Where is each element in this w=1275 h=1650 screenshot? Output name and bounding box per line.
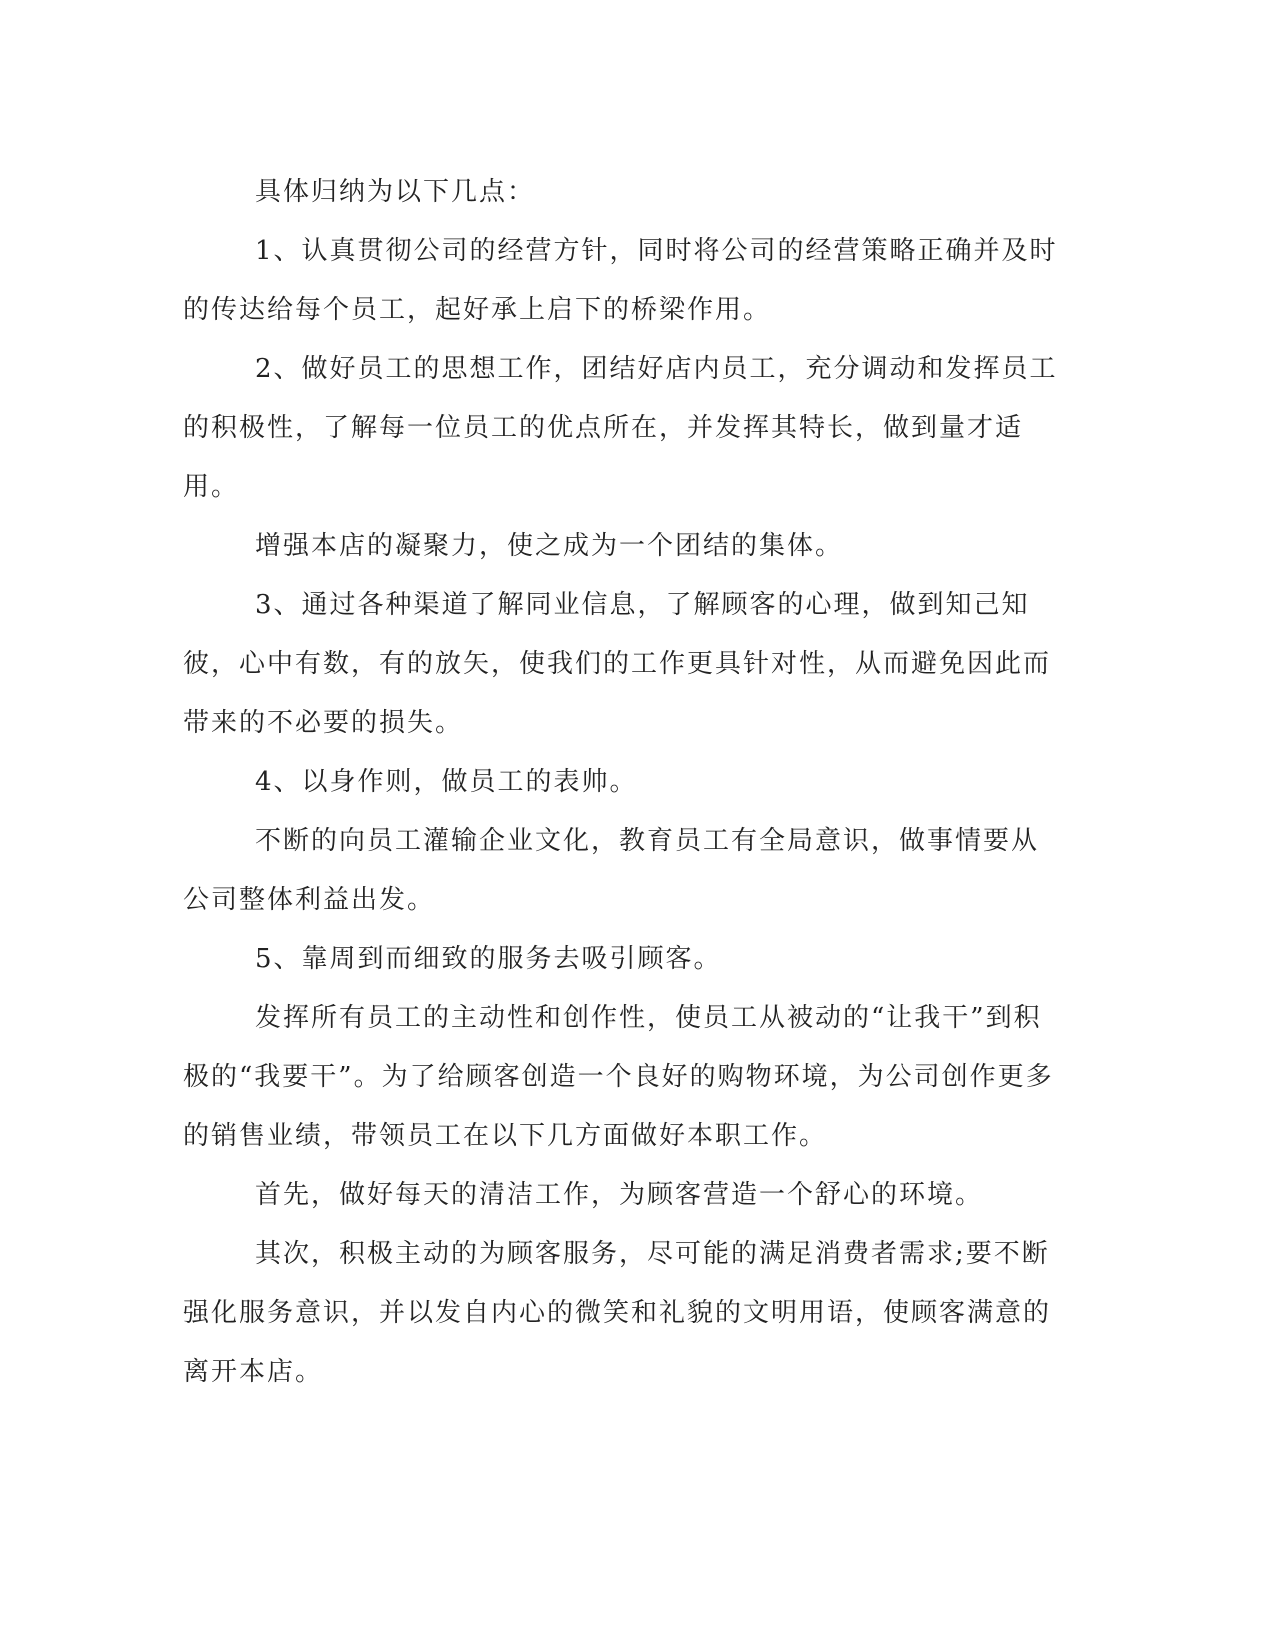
paragraph-initiative: 发挥所有员工的主动性和创作性，使员工从被动的“让我干”到积极的“我要干”。为了给顾客创造一个良好的购物环境，为公司创作更多的销售业绩，带领员工在以下几方面做好本职工作。 [183, 1003, 1054, 1151]
paragraph-point-2: 2、做好员工的思想工作，团结好店内员工，充分调动和发挥员工的积极性，了解每一位员工的优点所在，并发挥其特长，做到量才适用。 [183, 354, 1058, 502]
document-body [183, 163, 1063, 1402]
paragraph-point-5: 5、靠周到而细致的服务去吸引顾客。 [255, 944, 722, 974]
paragraph-culture: 不断的向员工灌输企业文化，教育员工有全局意识，做事情要从公司整体利益出发。 [183, 826, 1040, 915]
paragraph-point-3: 3、通过各种渠道了解同业信息，了解顾客的心理，做到知己知彼，心中有数，有的放矢，使我们的工作更具针对性，从而避免因此而带来的不必要的损失。 [183, 590, 1052, 738]
paragraph-point-4: 4、以身作则，做员工的表帅。 [255, 767, 638, 797]
paragraph-point-1: 1、认真贯彻公司的经营方针，同时将公司的经营策略正确并及时的传达给每个员工，起好承上启下的桥梁作用。 [183, 236, 1058, 325]
paragraph-intro: 具体归纳为以下几点： [255, 177, 536, 207]
paragraph-first: 首先，做好每天的清洁工作，为顾客营造一个舒心的环境。 [255, 1180, 984, 1210]
paragraph-cohesion: 增强本店的凝聚力，使之成为一个团结的集体。 [255, 531, 844, 561]
paragraph-second: 其次，积极主动的为顾客服务，尽可能的满足消费者需求;要不断强化服务意识，并以发自内心的微笑和礼貌的文明用语，使顾客满意的离开本店。 [183, 1239, 1052, 1387]
